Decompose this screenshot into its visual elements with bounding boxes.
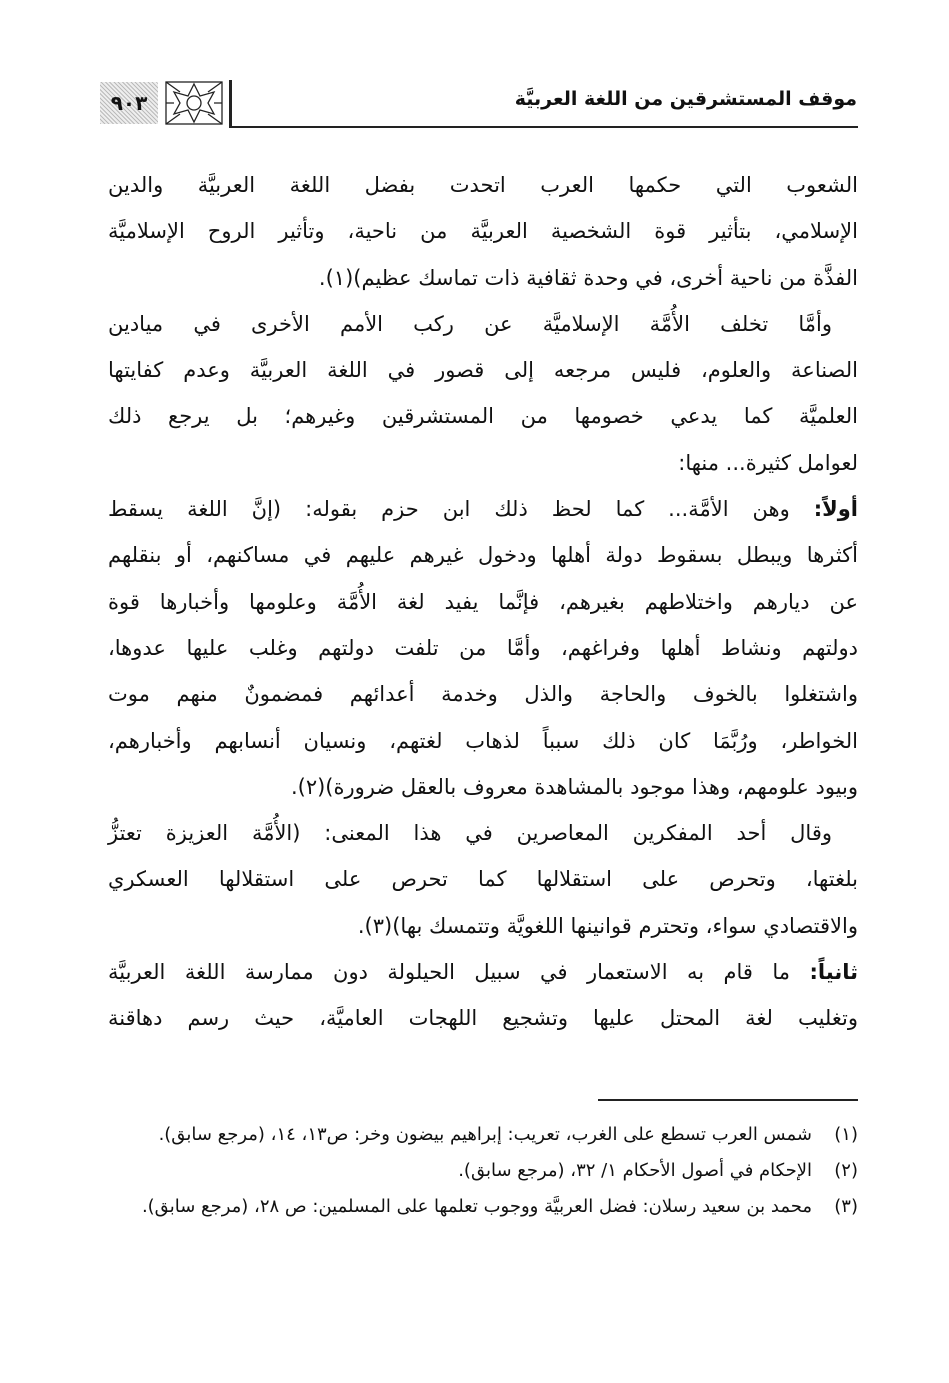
text-line: وقال أحد المفكرين المعاصرين في هذا المعنى: (الأُمَّة العزيزة تعتزُّ — [108, 821, 832, 846]
text-line: الإسلامي، بتأثير قوة الشخصية العربيَّة من ناحية، وتأثير الروح الإسلاميَّة — [108, 219, 858, 244]
footnote-number: (٣) — [834, 1196, 858, 1217]
footnote-rule — [598, 1099, 858, 1101]
header-rule — [230, 126, 858, 128]
text-line: دولتهم ونشاط أهلها وفراغهم، وأمَّا من تلفت دولتهم وغلب عليها عدوها، — [108, 635, 858, 660]
text-line: وتغليب لغة المحتل عليها وتشجيع اللهجات العاميَّة، حيث رسم دهاقنة — [108, 1006, 858, 1031]
footnote-text: محمد بن سعيد رسلان: فضل العربيَّة ووجوب تعلمها على المسلمين: ص ٢٨، (مرجع سابق). — [141, 1196, 812, 1217]
body-text — [108, 165, 858, 1045]
footnote — [108, 1153, 858, 1189]
text-line: وأمَّا تخلف الأُمَّة الإسلاميَّة عن ركب الأمم الأخرى في ميادين — [108, 311, 832, 336]
header-divider — [229, 80, 232, 128]
line-text: وهن الأمَّة... كما لحظ ذلك ابن حزم بقوله: (إنَّ اللغة يسقط — [108, 497, 814, 522]
text-line: واشتغلوا بالخوف والحاجة والذل وخدمة أعدائهم فمضمونٌ منهم موت — [108, 682, 858, 707]
text-line: وبيود علومهم، وهذا موجود بالمشاهدة معروف بالعقل ضرورة)(٢). — [290, 774, 858, 799]
point-label: أولاً: — [813, 497, 858, 522]
running-title: موقف المستشرقين من اللغة العربيَّة — [514, 88, 857, 110]
ornament-icon — [164, 80, 224, 126]
text-line: الخواطر، ورُبَّمَا كان ذلك سبباً لذهاب لغتهم، ونسيان أنسابهم وأخبارهم، — [108, 728, 858, 753]
text-line: لعوامل كثيرة... منها: — [678, 450, 858, 475]
footnote — [108, 1189, 858, 1225]
text-line: عن ديارهم واختلاطهم بغيرهم، فإنَّما يفيد لغة الأُمَّة وعلومها وأخبارها قوة — [108, 589, 858, 614]
text-line: أكثرها ويبطل بسقوط دولة أهلها ودخول غيرهم عليهم في مساكنهم، أو بنقلهم — [108, 543, 858, 568]
line-text: ما قام به الاستعمار في سبيل الحيلولة دون ممارسة اللغة العربيَّة — [108, 960, 810, 985]
text-line — [108, 952, 858, 998]
footnote — [108, 1117, 858, 1153]
page-number: ٩٠٣ — [100, 82, 158, 124]
text-line: الشعوب التي حكمها العرب اتحدت بفضل اللغة العربيَّة والدين — [108, 173, 858, 197]
text-line: الفذَّة من ناحية أخرى، في وحدة ثقافية ذات تماسك عظيم)(١). — [318, 265, 858, 290]
footnote-text: شمس العرب تسطع على الغرب، تعريب: إبراهيم بيضون وخر: ص١٣، ١٤، (مرجع سابق). — [158, 1124, 812, 1145]
text-line: الصناعة والعلوم، فليس مرجعه إلى قصور في اللغة العربيَّة وعدم كفايتها — [108, 358, 858, 383]
text-line — [108, 489, 858, 535]
footnote-number: (٢) — [834, 1160, 858, 1181]
text-line: العلميَّة كما يدعي خصومها من المستشرقين وغيرهم؛ بل يرجع ذلك — [108, 404, 858, 429]
footnote-number: (١) — [834, 1124, 858, 1145]
footnotes — [108, 1117, 858, 1225]
text-line: بلغتها، وتحرص على استقلالها كما تحرص على استقلالها العسكري — [108, 867, 858, 892]
point-label: ثانياً: — [809, 960, 858, 985]
footnote-text: الإحكام في أصول الأحكام ١/ ٣٢، (مرجع سابق). — [458, 1160, 812, 1181]
text-line: والاقتصادي سواء، وتحترم قوانينها اللغويَّة وتتمسك بها)(٣). — [357, 913, 858, 938]
